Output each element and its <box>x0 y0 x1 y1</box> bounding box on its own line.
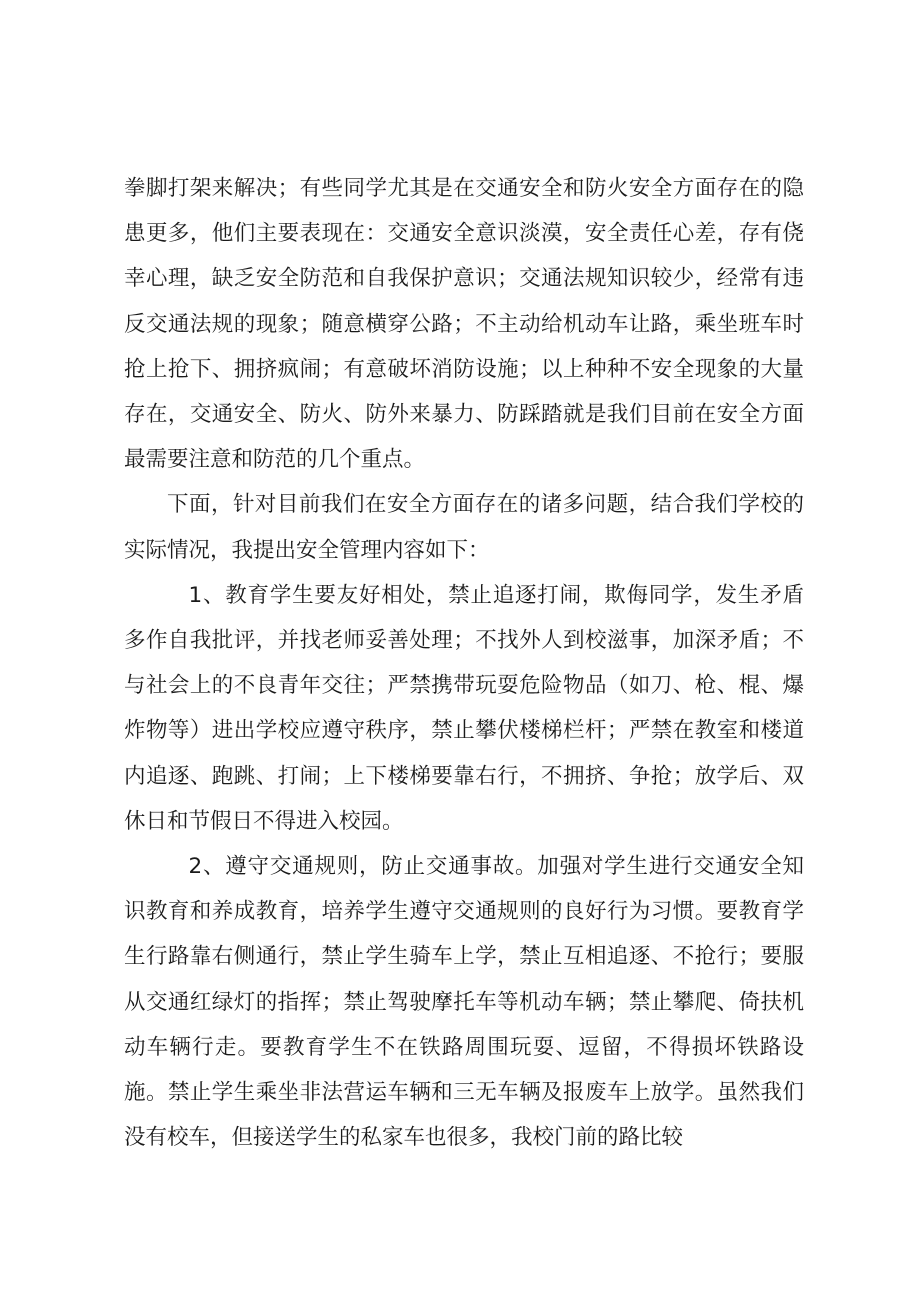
paragraph-continuation: 拳脚打架来解决；有些同学尤其是在交通安全和防火安全方面存在的隐患更多，他们主要表现在：交通安全意识淡漠，安全责任心差，存有侥幸心理，缺乏安全防范和自我保护意识；交通法规知识较少，经常有违反交通法规的现象；随意横穿公路；不主动给机动车让路，乘坐班车时抢上抢下、拥挤疯闹；有意破坏消防设施；以上种种不安全现象的大量存在，交通安全、防火、防外来暴力、防踩踏就是我们目前在安全方面最需要注意和防范的几个重点。 <box>124 176 804 473</box>
document-body <box>124 166 804 1160</box>
paragraph-item-1: 1、教育学生要友好相处，禁止追逐打闹，欺侮同学，发生矛盾多作自我批评，并找老师妥善处理；不找外人到校滋事，加深矛盾；不与社会上的不良青年交往；严禁携带玩耍危险物品（如刀、枪、棍、爆炸物等）进出学校应遵守秩序，禁止攀伏楼梯栏杆；严禁在教室和楼道内追逐、跑跳、打闹；上下楼梯要靠右行，不拥挤、争抢；放学后、双休日和节假日不得进入校园。 <box>124 582 804 834</box>
paragraph-intro: 下面，针对目前我们在安全方面存在的诸多问题，结合我们学校的实际情况，我提出安全管理内容如下： <box>124 492 804 563</box>
paragraph-item-2: 2、遵守交通规则，防止交通事故。加强对学生进行交通安全知识教育和养成教育，培养学生遵守交通规则的良好行为习惯。要教育学生行路靠右侧通行，禁止学生骑车上学，禁止互相追逐、不抢行；要服从交通红绿灯的指挥；禁止驾驶摩托车等机动车辆；禁止攀爬、倚扶机动车辆行走。要教育学生不在铁路周围玩耍、逗留，不得损坏铁路设施。禁止学生乘坐非法营运车辆和三无车辆及报废车上放学。虽然我们没有校车，但接送学生的私家车也很多，我校门前的路比较 <box>124 854 804 1151</box>
